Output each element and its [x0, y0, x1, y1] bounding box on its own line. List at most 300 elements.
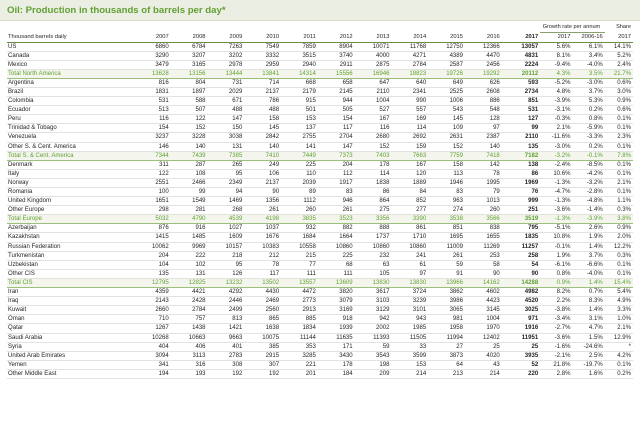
cell-value: 7385: [208, 151, 245, 160]
cell-value: 11951: [502, 333, 540, 342]
row-label: Kazakhstan: [7, 233, 134, 242]
table-row: [7, 133, 633, 142]
cell-value: 10062: [134, 242, 171, 251]
cell-value: 192: [244, 369, 281, 378]
cell-growth: -2.4%: [540, 160, 572, 169]
total-row: [7, 278, 633, 287]
row-label: Argentina: [7, 78, 134, 87]
table-row: [7, 369, 633, 378]
cell-growth: -24.6%: [572, 342, 604, 351]
cell-value: 212: [244, 251, 281, 260]
cell-value: 4470: [465, 51, 502, 60]
cell-value: 153: [281, 115, 318, 124]
cell-value: 14288: [502, 278, 540, 287]
cell-growth: 0.2%: [572, 106, 604, 115]
cell-value: 277: [391, 206, 428, 215]
cell-value: 52: [502, 360, 540, 369]
cell-growth: 4.8%: [540, 87, 572, 96]
row-label: Ecuador: [7, 106, 134, 115]
cell-value: 3079: [318, 297, 355, 306]
row-label: Other Middle East: [7, 369, 134, 378]
cell-growth: 2.5%: [572, 351, 604, 360]
row-label: Total S. & Cent. America: [7, 151, 134, 160]
cell-value: 7344: [134, 151, 171, 160]
cell-value: 146: [134, 142, 171, 151]
cell-value: 3202: [208, 51, 245, 60]
cell-value: 13057: [502, 42, 540, 51]
cell-value: 1695: [428, 233, 465, 242]
row-label: Total CIS: [7, 278, 134, 287]
cell-growth: -1.6%: [540, 342, 572, 351]
cell-value: 2784: [171, 306, 208, 315]
column-header-growth: 2017: [540, 32, 572, 42]
cell-value: 13628: [134, 69, 171, 78]
cell-value: 401: [208, 342, 245, 351]
cell-value: 4539: [208, 215, 245, 224]
cell-value: 2842: [244, 133, 281, 142]
cell-value: 232: [355, 251, 392, 260]
column-header-label: Thousand barrels daily: [7, 32, 134, 42]
cell-value: 108: [171, 169, 208, 178]
cell-value: 97: [465, 124, 502, 133]
cell-growth: -3.6%: [540, 333, 572, 342]
row-label: Mexico: [7, 60, 134, 69]
cell-value: 95: [208, 169, 245, 178]
cell-value: 1985: [391, 324, 428, 333]
cell-value: 3599: [391, 351, 428, 360]
cell-value: 204: [318, 160, 355, 169]
cell-value: 1004: [465, 315, 502, 324]
cell-value: 281: [171, 206, 208, 215]
cell-value: 1958: [428, 324, 465, 333]
cell-value: 501: [281, 106, 318, 115]
table-row: [7, 97, 633, 106]
cell-value: 241: [391, 251, 428, 260]
cell-value: 11393: [355, 333, 392, 342]
cell-growth: 3.7%: [572, 251, 604, 260]
cell-value: 971: [502, 315, 540, 324]
cell-value: 86: [502, 169, 540, 178]
cell-value: 83: [318, 188, 355, 197]
total-row: [7, 215, 633, 224]
cell-share: 0.1%: [605, 188, 633, 197]
cell-value: 3523: [318, 215, 355, 224]
cell-value: 10071: [355, 42, 392, 51]
cell-value: 159: [391, 142, 428, 151]
cell-value: 43: [465, 360, 502, 369]
cell-value: 145: [428, 115, 465, 124]
cell-share: 12.2%: [605, 242, 633, 251]
cell-value: 275: [355, 206, 392, 215]
cell-value: 531: [502, 106, 540, 115]
cell-value: 91: [428, 269, 465, 278]
total-row: [7, 151, 633, 160]
cell-value: 2029: [208, 87, 245, 96]
cell-value: 671: [208, 97, 245, 106]
row-label: US: [7, 42, 134, 51]
cell-value: 154: [134, 124, 171, 133]
cell-value: 888: [355, 224, 392, 233]
cell-share: 21.7%: [605, 69, 633, 78]
cell-share: 3.8%: [605, 215, 633, 224]
cell-value: 7418: [465, 151, 502, 160]
cell-value: 13156: [171, 69, 208, 78]
cell-value: 3543: [355, 351, 392, 360]
cell-value: 249: [244, 160, 281, 169]
column-header-year: 2017: [502, 32, 540, 42]
cell-growth: 8.2%: [540, 288, 572, 297]
cell-value: 84: [391, 188, 428, 197]
row-label: Venezuela: [7, 133, 134, 142]
cell-value: 4000: [355, 51, 392, 60]
cell-value: 3430: [318, 351, 355, 360]
cell-value: 2110: [355, 87, 392, 96]
cell-value: 167: [355, 115, 392, 124]
cell-value: 710: [134, 315, 171, 324]
cell-value: 3724: [391, 288, 428, 297]
cell-value: 158: [428, 160, 465, 169]
row-label: Uzbekistan: [7, 260, 134, 269]
cell-value: 20112: [502, 69, 540, 78]
cell-value: 838: [465, 224, 502, 233]
cell-growth: 4.3%: [540, 69, 572, 78]
cell-value: 13966: [428, 278, 465, 287]
cell-value: 10860: [318, 242, 355, 251]
table-row: [7, 169, 633, 178]
cell-value: 3094: [134, 351, 171, 360]
cell-value: 135: [502, 142, 540, 151]
cell-share: 2.4%: [605, 60, 633, 69]
cell-share: 12.9%: [605, 333, 633, 342]
cell-value: 2428: [171, 297, 208, 306]
cell-growth: 2.8%: [540, 369, 572, 378]
table-row: [7, 288, 633, 297]
cell-growth: -1.3%: [540, 197, 572, 206]
cell-value: 131: [171, 269, 208, 278]
cell-value: 7449: [281, 151, 318, 160]
cell-growth: -4.8%: [572, 197, 604, 206]
cell-share: 4.2%: [605, 351, 633, 360]
cell-value: 2911: [318, 60, 355, 69]
cell-value: 126: [208, 269, 245, 278]
cell-value: 915: [281, 97, 318, 106]
row-label: Saudi Arabia: [7, 333, 134, 342]
cell-value: 4389: [428, 51, 465, 60]
row-label: United Kingdom: [7, 197, 134, 206]
cell-value: 97: [391, 269, 428, 278]
cell-value: 1638: [244, 324, 281, 333]
cell-value: 3390: [391, 215, 428, 224]
cell-value: 2680: [355, 133, 392, 142]
cell-value: 109: [428, 124, 465, 133]
cell-value: 731: [208, 78, 245, 87]
row-label: Brazil: [7, 87, 134, 96]
cell-growth: -1.3%: [540, 215, 572, 224]
cell-value: 714: [244, 78, 281, 87]
cell-value: 3515: [281, 51, 318, 60]
cell-value: 25: [502, 342, 540, 351]
cell-value: 1838: [355, 178, 392, 187]
cell-growth: -5.2%: [540, 78, 572, 87]
cell-value: 215: [281, 251, 318, 260]
cell-value: 19292: [465, 69, 502, 78]
cell-share: 0.9%: [605, 224, 633, 233]
table-row: [7, 51, 633, 60]
column-header-growth: 2006-16: [572, 32, 604, 42]
cell-value: 111: [318, 269, 355, 278]
cell-share: 5.2%: [605, 51, 633, 60]
cell-value: 1917: [318, 178, 355, 187]
cell-value: 649: [428, 78, 465, 87]
cell-growth: -5.1%: [540, 224, 572, 233]
cell-value: 942: [355, 315, 392, 324]
cell-value: 308: [208, 360, 245, 369]
cell-value: 640: [391, 78, 428, 87]
cell-value: 3285: [281, 351, 318, 360]
cell-value: 2145: [318, 87, 355, 96]
cell-value: 2875: [355, 60, 392, 69]
cell-growth: 3.7%: [572, 87, 604, 96]
cell-value: 3228: [171, 133, 208, 142]
row-label: Total Europe: [7, 215, 134, 224]
cell-value: 145: [244, 124, 281, 133]
cell-value: 140: [465, 142, 502, 151]
cell-value: 11505: [391, 333, 428, 342]
cell-value: 106: [244, 169, 281, 178]
header-group-row: [7, 24, 633, 32]
cell-value: 7403: [355, 151, 392, 160]
cell-value: 1469: [208, 197, 245, 206]
cell-share: 3.0%: [605, 87, 633, 96]
cell-value: 2039: [281, 178, 318, 187]
cell-value: 114: [355, 169, 392, 178]
cell-growth: -4.0%: [572, 60, 604, 69]
cell-value: 2755: [281, 133, 318, 142]
cell-value: 95: [208, 260, 245, 269]
cell-value: 1664: [318, 233, 355, 242]
cell-value: 147: [208, 115, 245, 124]
cell-growth: -4.0%: [572, 269, 604, 278]
cell-value: 2137: [244, 87, 281, 96]
cell-value: 2469: [244, 297, 281, 306]
cell-value: 274: [428, 206, 465, 215]
cell-value: 3169: [318, 306, 355, 315]
cell-share: 5.4%: [605, 288, 633, 297]
cell-value: 786: [244, 97, 281, 106]
cell-value: 1356: [244, 197, 281, 206]
cell-value: 7859: [281, 42, 318, 51]
cell-value: 178: [318, 360, 355, 369]
cell-growth: -9.4%: [540, 60, 572, 69]
page-title: Oil: Production in thousands of barrels per day*: [7, 5, 226, 16]
cell-growth: -1.4%: [572, 206, 604, 215]
table-row: [7, 251, 633, 260]
cell-growth: -3.9%: [572, 215, 604, 224]
cell-growth: -11.6%: [540, 133, 572, 142]
cell-value: 15556: [318, 69, 355, 78]
cell-value: 193: [171, 369, 208, 378]
cell-value: 7549: [244, 42, 281, 51]
cell-value: 86: [355, 188, 392, 197]
row-label: Norway: [7, 178, 134, 187]
cell-value: 353: [281, 342, 318, 351]
column-header-year: 2009: [208, 32, 245, 42]
cell-value: 4520: [502, 297, 540, 306]
row-label: Trinidad & Tobago: [7, 124, 134, 133]
cell-value: 3986: [428, 297, 465, 306]
cell-growth: -4.2%: [572, 169, 604, 178]
row-label: Iraq: [7, 297, 134, 306]
cell-value: 658: [318, 78, 355, 87]
cell-value: 154: [318, 115, 355, 124]
cell-value: 11269: [465, 242, 502, 251]
cell-growth: -3.8%: [540, 306, 572, 315]
cell-value: 1415: [134, 233, 171, 242]
cell-share: 2.1%: [605, 324, 633, 333]
cell-value: 593: [502, 78, 540, 87]
cell-value: 90: [502, 269, 540, 278]
cell-value: 58: [465, 260, 502, 269]
cell-value: 981: [428, 315, 465, 324]
cell-value: 990: [391, 97, 428, 106]
cell-value: 11768: [391, 42, 428, 51]
cell-value: 19726: [428, 69, 465, 78]
cell-value: 316: [171, 360, 208, 369]
cell-value: 588: [171, 97, 208, 106]
row-label: Other S. & Cent. America: [7, 142, 134, 151]
cell-value: 4472: [281, 288, 318, 297]
cell-growth: -3.2%: [540, 151, 572, 160]
cell-value: 1485: [171, 233, 208, 242]
cell-growth: 5.3%: [572, 97, 604, 106]
cell-value: 178: [355, 160, 392, 169]
cell-value: 2002: [355, 324, 392, 333]
column-header-share: 2017: [605, 32, 633, 42]
cell-value: 7263: [208, 42, 245, 51]
cell-growth: 1.6%: [572, 369, 604, 378]
cell-value: 4359: [134, 288, 171, 297]
cell-value: 2349: [208, 178, 245, 187]
cell-growth: -3.3%: [572, 133, 604, 142]
row-label: Denmark: [7, 160, 134, 169]
row-label: Romania: [7, 188, 134, 197]
table-row: [7, 87, 633, 96]
column-header-year: 2013: [355, 32, 392, 42]
cell-value: 10157: [208, 242, 245, 251]
cell-value: 147: [318, 142, 355, 151]
cell-value: 2456: [465, 60, 502, 69]
cell-value: 918: [318, 315, 355, 324]
cell-value: 2224: [502, 60, 540, 69]
cell-value: 10268: [134, 333, 171, 342]
cell-growth: 0.2%: [572, 142, 604, 151]
cell-share: 0.1%: [605, 360, 633, 369]
cell-value: 251: [502, 206, 540, 215]
cell-value: 2466: [171, 178, 208, 187]
cell-value: 218: [208, 251, 245, 260]
cell-value: 122: [134, 169, 171, 178]
cell-value: 2783: [208, 351, 245, 360]
cell-value: 3356: [355, 215, 392, 224]
cell-value: 1006: [428, 97, 465, 106]
cell-value: 4020: [465, 351, 502, 360]
column-header-row: [7, 32, 633, 42]
cell-share: 4.9%: [605, 297, 633, 306]
cell-value: 851: [428, 224, 465, 233]
cell-value: 13830: [391, 278, 428, 287]
cell-value: 3113: [171, 351, 208, 360]
cell-share: 0.6%: [605, 78, 633, 87]
cell-value: 214: [391, 369, 428, 378]
cell-growth: 3.5%: [572, 69, 604, 78]
cell-value: 944: [318, 97, 355, 106]
cell-value: 2734: [502, 87, 540, 96]
cell-value: 1438: [171, 324, 208, 333]
cell-value: 10075: [244, 333, 281, 342]
cell-value: 59: [428, 260, 465, 269]
cell-value: 287: [171, 160, 208, 169]
cell-value: 150: [208, 124, 245, 133]
cell-value: 4292: [208, 288, 245, 297]
cell-value: 557: [391, 106, 428, 115]
cell-value: 4602: [465, 288, 502, 297]
cell-growth: 1.4%: [572, 242, 604, 251]
cell-value: 90: [244, 188, 281, 197]
cell-value: 1037: [244, 224, 281, 233]
cell-value: 1609: [208, 233, 245, 242]
cell-value: 963: [428, 197, 465, 206]
cell-value: 2940: [281, 60, 318, 69]
cell-value: 488: [208, 106, 245, 115]
cell-value: 4271: [391, 51, 428, 60]
cell-value: 117: [244, 269, 281, 278]
table-row: [7, 106, 633, 115]
cell-value: 1004: [355, 97, 392, 106]
cell-value: 99: [502, 124, 540, 133]
cell-value: 3290: [134, 51, 171, 60]
row-label: Azerbaijan: [7, 224, 134, 233]
cell-value: 135: [134, 269, 171, 278]
cell-value: 140: [171, 142, 208, 151]
row-label: Italy: [7, 169, 134, 178]
table-row: [7, 160, 633, 169]
cell-value: 543: [428, 106, 465, 115]
cell-growth: -6.6%: [572, 260, 604, 269]
cell-value: 1969: [502, 178, 540, 187]
table-body: [7, 42, 633, 378]
cell-value: 54: [502, 260, 540, 269]
cell-value: 816: [134, 78, 171, 87]
cell-growth: 0.9%: [540, 278, 572, 287]
cell-value: 9969: [171, 242, 208, 251]
cell-value: 78: [465, 169, 502, 178]
cell-share: 0.1%: [605, 160, 633, 169]
column-header-year: 2011: [281, 32, 318, 42]
cell-value: 7373: [318, 151, 355, 160]
cell-value: 116: [134, 115, 171, 124]
cell-value: 3873: [428, 351, 465, 360]
cell-value: 3935: [502, 351, 540, 360]
cell-value: 221: [281, 360, 318, 369]
table-row: [7, 60, 633, 69]
cell-share: 0.1%: [605, 142, 633, 151]
cell-value: 864: [355, 197, 392, 206]
cell-growth: 0.8%: [540, 269, 572, 278]
cell-value: 1737: [355, 233, 392, 242]
cell-value: 63: [355, 260, 392, 269]
cell-growth: 1.9%: [540, 251, 572, 260]
cell-value: 169: [391, 115, 428, 124]
